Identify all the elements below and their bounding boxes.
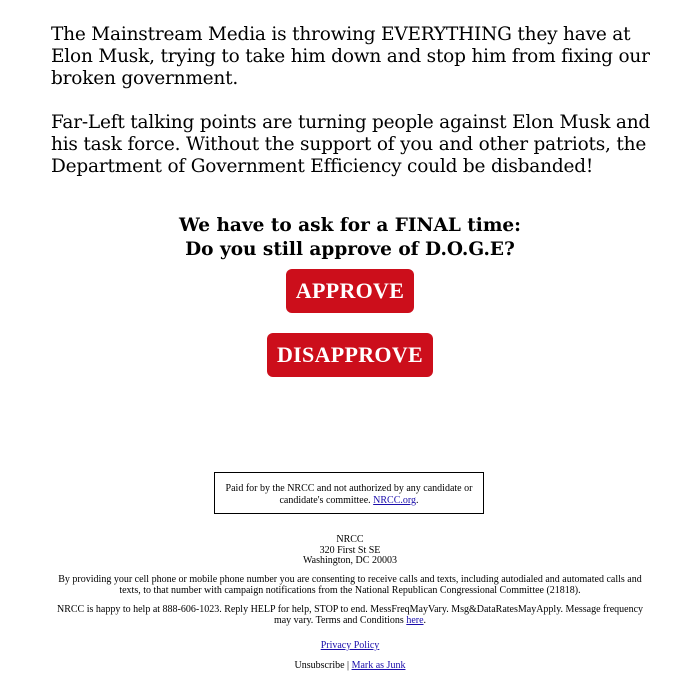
address-org: NRCC [336, 534, 364, 545]
paid-for-disclaimer: Paid for by the NRCC and not authorized by any candidate or candidate's committee. NRCC.org. [214, 472, 484, 514]
approve-button[interactable]: APPROVE [286, 269, 414, 313]
privacy-row [0, 640, 700, 651]
disapprove-button[interactable]: DISAPPROVE [267, 333, 433, 377]
poll-question-line-1: We have to ask for a FINAL time: [178, 215, 522, 236]
help-text: NRCC is happy to help at 888-606-1023. Reply HELP for help, STOP to end. MessFreqMayVary. Msg&DataRatesMayApply. Message frequency may vary. Terms and Conditions [56, 604, 644, 626]
unsubscribe-text[interactable]: Unsubscribe [294, 660, 345, 671]
message-body [51, 24, 651, 200]
address-city: Washington, DC 20003 [303, 555, 397, 566]
separator: | [347, 660, 350, 671]
nrcc-link[interactable]: NRCC.org [373, 495, 417, 506]
poll-question [0, 214, 700, 262]
address-street: 320 First St SE [319, 544, 381, 556]
consent-notice: By providing your cell phone or mobile phone number you are consenting to receive calls and texts, including autodialed and automated calls and texts, to that number with campaign notifications from the National Republican Congressional Committee (21818). [58, 574, 642, 596]
unsubscribe-row [0, 660, 700, 671]
poll-question-line-2: Do you still approve of D.O.G.E? [185, 239, 515, 260]
terms-link[interactable]: here [406, 614, 424, 626]
help-notice: NRCC is happy to help at 888-606-1023. Reply HELP for help, STOP to end. MessFreqMayVary. Msg&DataRatesMayApply. Message frequency may vary. Terms and Conditions here. [56, 604, 644, 626]
paragraph-support: Far-Left talking points are turning people against Elon Musk and his task force. Without the support of you and other patriots, the Department of Government Efficiency could be disbanded! [51, 112, 651, 177]
disclaimer-text: Paid for by the NRCC and not authorized by any candidate or candidate's committee. [225, 483, 473, 506]
mailing-address [0, 535, 700, 567]
mark-as-junk-link[interactable]: Mark as Junk [351, 660, 406, 671]
paragraph-media: The Mainstream Media is throwing EVERYTHING they have at Elon Musk, trying to take him down and stop him from fixing our broken government. [51, 24, 650, 89]
privacy-policy-link[interactable]: Privacy Policy [320, 640, 380, 651]
